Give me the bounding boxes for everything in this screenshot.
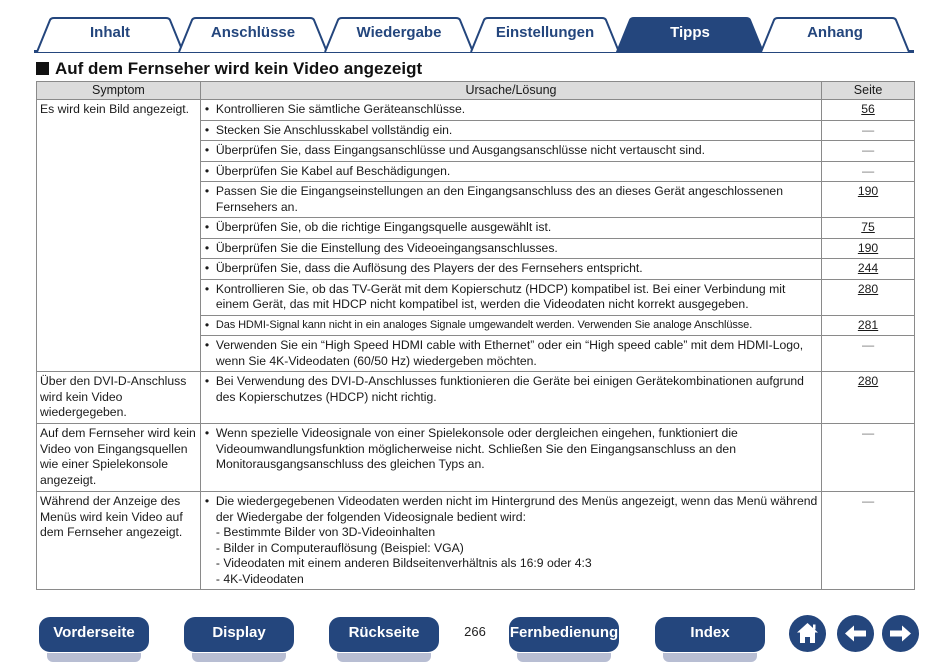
sub-item: - Bestimmte Bilder von 3D-Videoinhalten [215,525,436,539]
home-button[interactable] [789,615,826,652]
table-row [37,100,915,121]
tab-wiedergabe[interactable] [324,17,474,52]
sub-item: - 4K-Videodaten [215,571,304,586]
arrow-right-icon [882,615,919,652]
page-cell [822,141,915,162]
arrow-left-icon [837,615,874,652]
cause-cell: • Wenn spezielle Videosignale von einer Spielekonsole oder dergleichen eingehen, funktioniert die Videoumwandlungsfunktion möglicherweise nicht. Schließen Sie den Eingangsanschluss an den Monitorausgangsanschluss des gleichen Typs an. [200,424,821,492]
cause-cell: • Das HDMI-Signal kann nicht in ein analoges Signale umgewandelt werden. Verwenden Sie analoge Anschlüsse. [200,315,821,336]
index-button[interactable]: Index [655,617,765,652]
tab-inhalt[interactable] [36,17,184,52]
dash-placeholder: — [861,122,875,137]
page-number: 266 [464,624,486,639]
tab-label: Tipps [670,24,710,41]
dash-placeholder: — [861,494,875,508]
table-row [37,492,915,590]
page-cell [822,492,915,590]
fernbedienung-button[interactable]: Fernbedienung [509,617,619,652]
page-cell [822,238,915,259]
dash-placeholder: — [861,163,875,178]
tab-label: Anschlüsse [210,24,296,41]
header-cause: Ursache/Lösung [200,82,821,100]
tab-label: Anhang [807,24,863,41]
cause-cell: • Überprüfen Sie die Einstellung des Videoeingangsanschlusses. [200,238,821,259]
symptom-cell: Es wird kein Bild angezeigt. [37,100,201,372]
cause-cell: • Bei Verwendung des DVI-D-Anschlusses funktionieren die Geräte bei einigen Gerätekombinationen aufgrund des Kopierschutzes (HDCP) nicht richtig. [200,372,821,424]
table-row [37,372,915,424]
tab-anhang[interactable] [760,17,910,52]
header-page: Seite [822,82,915,100]
page-cell [822,336,915,372]
page-link[interactable]: 56 [861,102,875,116]
page-cell [822,120,915,141]
cause-cell: • Überprüfen Sie, dass die Auflösung des Players der des Fernsehers entspricht. [200,259,821,280]
sub-item: - Videodaten mit einem anderen Bildseitenverhältnis als 16:9 oder 4:3 [215,556,592,570]
symptom-cell: Auf dem Fernseher wird kein Video von Eingangsquellen wie einer Spielekonsole angezeigt. [37,424,201,492]
vorderseite-button[interactable]: Vorderseite [39,617,149,652]
page-link[interactable]: 280 [857,374,879,388]
troubleshooting-table [36,81,915,590]
tab-label: Inhalt [90,24,130,41]
page-cell [822,424,915,492]
tab-bar [0,0,950,56]
rueckseite-button[interactable]: Rückseite [329,617,439,652]
cause-cell: • Stecken Sie Anschlusskabel vollständig ein. [200,120,821,141]
table-header-row [37,82,915,100]
page-link[interactable]: 280 [857,281,879,296]
cause-cell: • Verwenden Sie ein “High Speed HDMI cable with Ethernet” oder ein “High speed cable” mit dem HDMI-Logo, wenn Sie 4K-Videodaten (60/50 Hz) wiedergeben möchten. [200,336,821,372]
sub-item: - Bilder in Computerauflösung (Beispiel: VGA) [215,540,464,555]
dash-placeholder: — [861,426,875,440]
cause-cell: • Kontrollieren Sie, ob das TV-Gerät mit dem Kopierschutz (HDCP) kompatibel ist. Bei einer Verbindung mit einem Gerät, das mit HDCP nicht kompatibel ist, werden die Videodaten nicht korrekt ausgegeben. [200,279,821,315]
table-row [37,424,915,492]
page-cell [822,161,915,182]
home-icon [789,615,826,652]
dash-placeholder: — [861,338,875,352]
square-bullet-icon [36,62,49,75]
tab-label: Wiedergabe [356,24,442,41]
tab-tipps[interactable] [616,17,764,52]
page-cell [822,279,915,315]
tab-einstellungen[interactable] [470,17,620,52]
cause-cell: • Die wiedergegebenen Videodaten werden nicht im Hintergrund des Menüs angezeigt, wenn das Menü während der Wiedergabe der folgenden Videosignale bedient wird: - Bestimmte Bilder von 3D-Videoinhalten - Bilder in Computerauflösung (Beispiel: VGA) - Videodaten mit einem anderen Bildseitenverhältnis als 16:9 oder 4:3 - 4K-Videodaten [200,492,821,590]
cause-cell: • Passen Sie die Eingangseinstellungen an den Eingangsanschluss des an dieses Gerät angeschlossenen Fernsehers an. [200,182,821,218]
tab-anschluesse[interactable] [178,17,328,52]
page-link[interactable]: 190 [857,240,879,255]
cause-cell: • Überprüfen Sie Kabel auf Beschädigungen. [200,161,821,182]
page-link[interactable]: 75 [861,220,875,234]
symptom-cell: Über den DVI-D-Anschluss wird kein Video wiedergegeben. [37,372,201,424]
page-title [36,59,422,79]
page-cell [822,259,915,280]
page-cell [822,100,915,121]
forward-button[interactable] [882,615,919,652]
cause-cell: • Kontrollieren Sie sämtliche Geräteanschlüsse. [200,100,821,121]
back-button[interactable] [837,615,874,652]
dash-placeholder: — [861,143,875,157]
page-link[interactable]: 244 [857,261,879,275]
cause-text: Die wiedergegebenen Videodaten werden nicht im Hintergrund des Menüs angezeigt, wenn das Menü während der Wiedergabe der folgenden Videosignale bedient wird: [215,494,818,524]
cause-cell: • Überprüfen Sie, ob die richtige Eingangsquelle ausgewählt ist. [200,218,821,239]
page-cell [822,182,915,218]
page-cell [822,315,915,336]
symptom-cell: Während der Anzeige des Menüs wird kein Video auf dem Fernseher angezeigt. [37,492,201,590]
header-symptom: Symptom [37,82,201,100]
page-link[interactable]: 190 [857,184,879,198]
page-title-text: Auf dem Fernseher wird kein Video angezeigt [55,59,423,78]
page-cell [822,372,915,424]
display-button[interactable]: Display [184,617,294,652]
cause-cell: • Überprüfen Sie, dass Eingangsanschlüsse und Ausgangsanschlüsse nicht vertauscht sind. [200,141,821,162]
page-link[interactable]: 281 [857,317,879,332]
page-cell [822,218,915,239]
tab-label: Einstellungen [495,24,595,41]
